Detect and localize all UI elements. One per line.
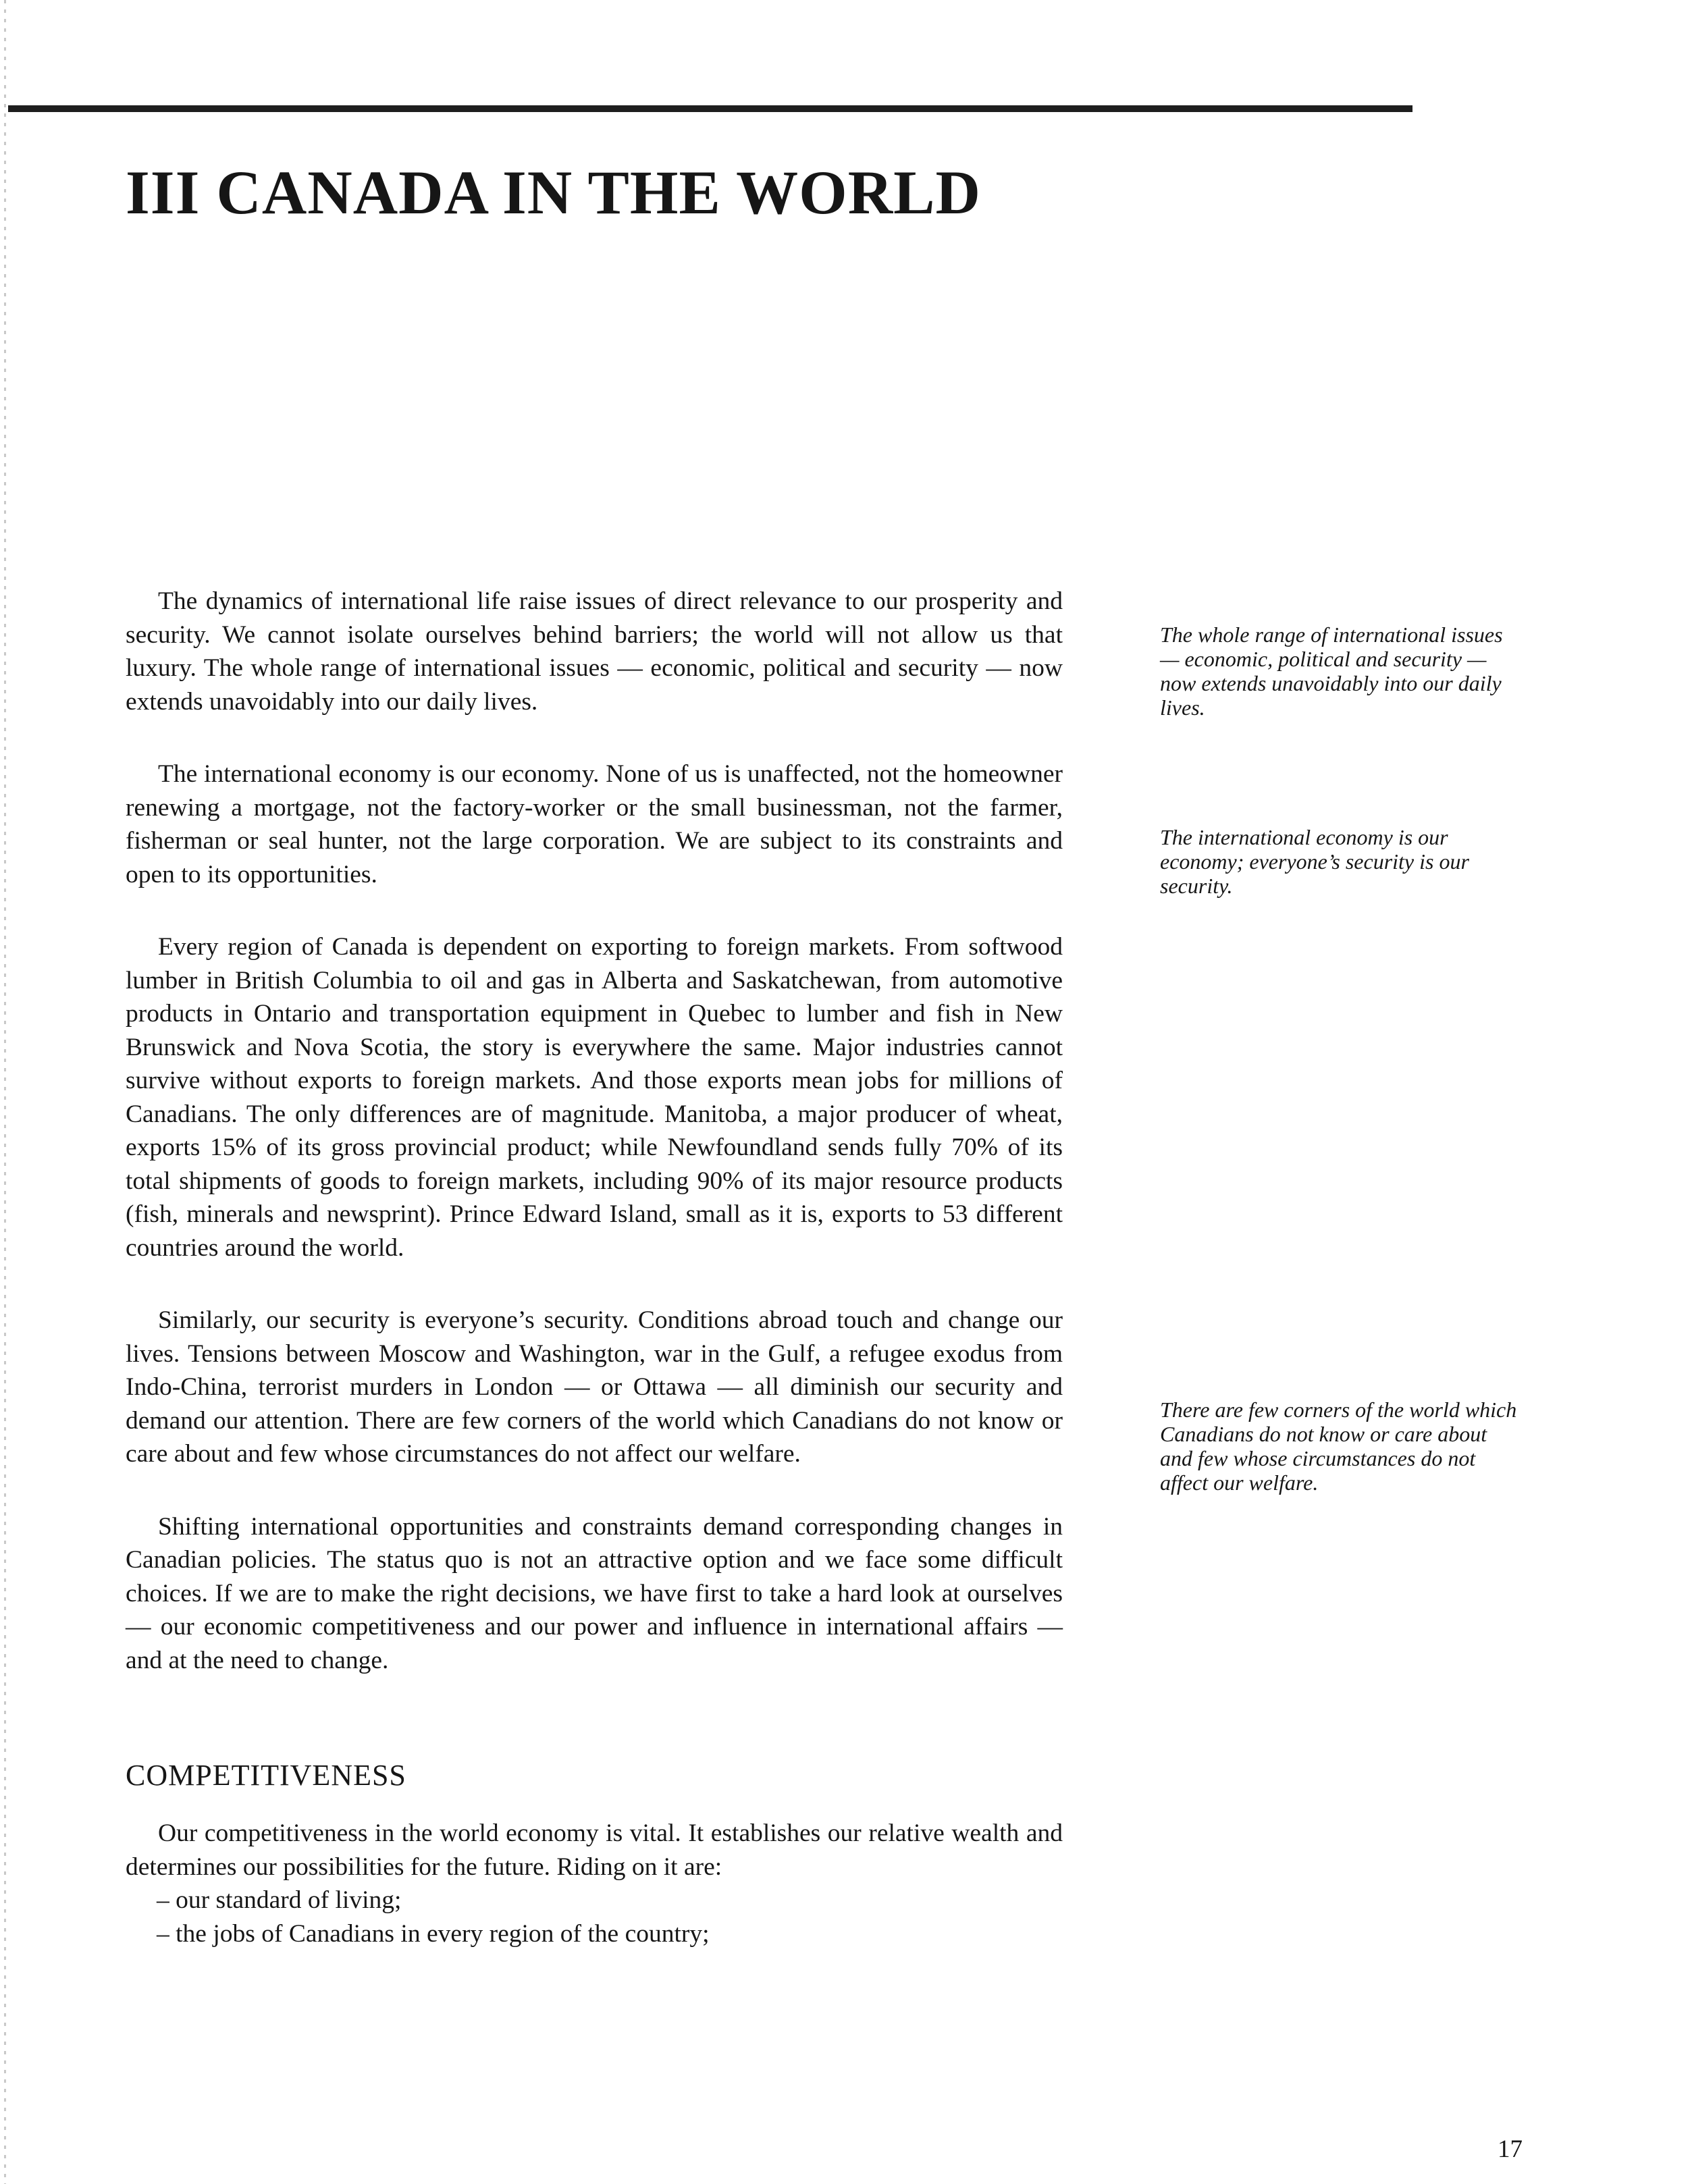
- top-rule: [8, 105, 1412, 112]
- list-item: – the jobs of Canadians in every region of the country;: [157, 1919, 710, 1948]
- side-note-1: The whole range of international issues — economic, political and security — now extends unavoidably into our daily lives.: [1160, 622, 1503, 720]
- paragraph-4: Similarly, our security is everyone’s security. Conditions abroad touch and change our lives. Tensions between Moscow and Washington, war in the Gulf, a refugee exodus from Indo-China, terrorist murders in London — or Ottawa — all diminish our security and demand our attention. There are few corners of the world which Canadians do not know or care about and few whose circumstances do not affect our welfare.: [126, 1306, 1063, 1468]
- list-item: – our standard of living;: [157, 1886, 402, 1914]
- chapter-title: III CANADA IN THE WORLD: [126, 158, 981, 227]
- page-edge-shadow: [4, 0, 6, 2184]
- side-note-2: The international economy is our economy; everyone’s security is our security.: [1160, 825, 1469, 898]
- main-column: [126, 585, 1063, 1950]
- paragraph-3: Every region of Canada is dependent on exporting to foreign markets. From softwood lumber in British Columbia to oil and gas in Alberta and Saskatchewan, from automotive products in Ontario and transportation equipment in Quebec to lumber and fish in New Brunswick and Nova Scotia, the story is everywhere the same. Major industries cannot survive without exports to foreign markets. And those exports mean jobs for millions of Canadians. The only differences are of magnitude. Manitoba, a major producer of wheat, exports 15% of its gross provincial product; while Newfoundland sends fully 70% of its total shipments of goods to foreign markets, including 90% of its major resource products (fish, minerals and newsprint). Prince Edward Island, small as it is, exports to 53 different countries around the world.: [126, 933, 1063, 1262]
- competitiveness-paragraph: Our competitiveness in the world economy is vital. It establishes our relative wealth and determines our possibilities for the future. Riding on it are:: [126, 1819, 1063, 1881]
- competitiveness-list: [126, 1884, 1063, 1950]
- paragraph-1: The dynamics of international life raise issues of direct relevance to our prosperity and security. We cannot isolate ourselves behind barriers; the world will not allow us that luxury. The whole range of international issues — economic, political and security — now extends unavoidably into our daily lives.: [126, 587, 1063, 716]
- section-title-competitiveness: COMPETITIVENESS: [126, 1759, 406, 1792]
- paragraph-5: Shifting international opportunities and constraints demand corresponding changes in Canadian policies. The status quo is not an attractive option and we face some difficult choices. If we are to make the right decisions, we have first to take a hard look at ourselves — our economic competitiveness and our power and influence in international affairs — and at the need to change.: [126, 1512, 1063, 1674]
- paragraph-2: The international economy is our economy. None of us is unaffected, not the homeowner renewing a mortgage, not the factory-worker or the small businessman, not the farmer, fisherman or seal hunter, not the large corporation. We are subject to its constraints and open to its opportunities.: [126, 760, 1063, 888]
- side-note-3: There are few corners of the world which Canadians do not know or care about and few whose circumstances do not affect our welfare.: [1160, 1397, 1517, 1495]
- page-number: 17: [1498, 2135, 1523, 2163]
